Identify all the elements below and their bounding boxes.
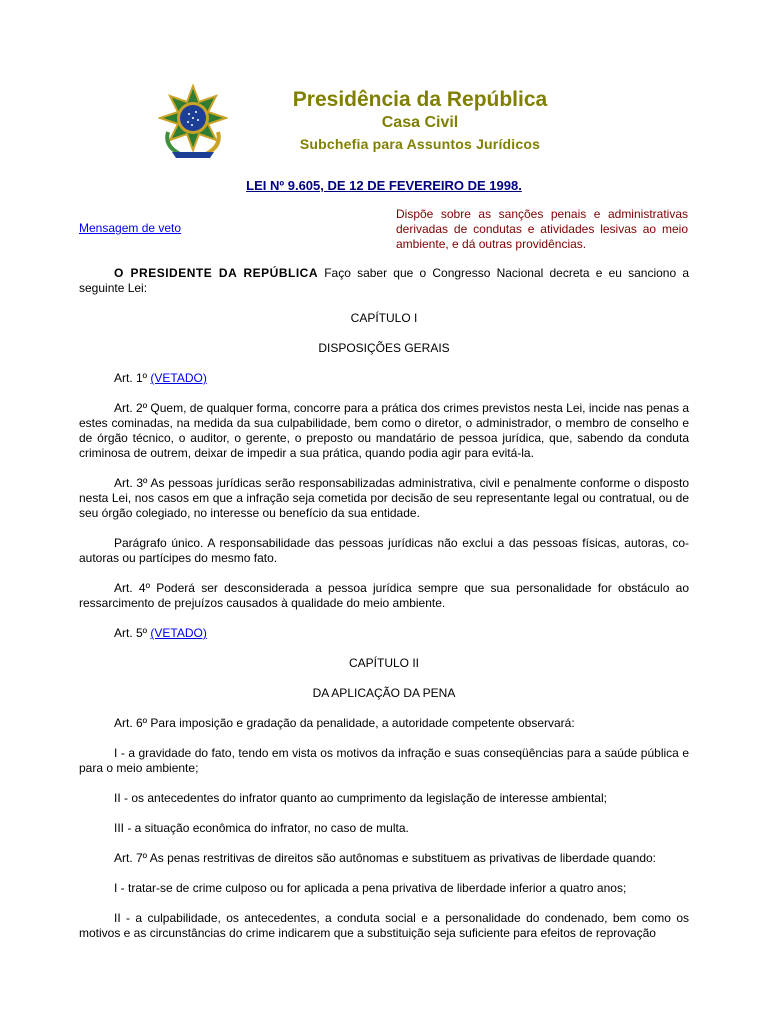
preamble bbox=[79, 266, 689, 296]
article-5-label: Art. 5º bbox=[114, 626, 151, 640]
article-6-item-i: I - a gravidade do fato, tendo em vista os motivos da infração e suas conseqüências para a saúde pública e para o meio ambiente; bbox=[79, 746, 689, 775]
preamble-president: O PRESIDENTE DA REPÚBLICA bbox=[114, 266, 318, 280]
article-7-item-ii: II - a culpabilidade, os antecedentes, a conduta social e a personalidade do condenado, bem como os motivos e as circunstâncias do crime indicarem que a substituição seja suficiente para efeitos de reprovação bbox=[79, 911, 689, 940]
article-6: Art. 6º Para imposição e gradação da penalidade, a autoridade competente observará: bbox=[114, 716, 575, 730]
presidency-title: Presidência da República bbox=[292, 88, 548, 111]
article-3-paragraph: Parágrafo único. A responsabilidade das pessoas jurídicas não exclui a das pessoas físicas, autoras, co-autoras ou partícipes do mesmo fato. bbox=[79, 536, 689, 565]
article-6-item-ii: II - os antecedentes do infrator quanto ao cumprimento da legislação de interesse ambiental; bbox=[114, 791, 607, 805]
law-title-wrapper bbox=[0, 177, 768, 195]
law-body bbox=[79, 266, 689, 956]
article-7: Art. 7º As penas restritivas de direitos são autônomas e substituem as privativas de liberdade quando: bbox=[114, 851, 657, 865]
article-5 bbox=[79, 626, 689, 641]
page-header bbox=[0, 0, 768, 170]
veto-message-link[interactable]: Mensagem de veto bbox=[79, 221, 182, 235]
article-4: Art. 4º Poderá ser desconsiderada a pessoa jurídica sempre que sua personalidade for obstáculo ao ressarcimento de prejuízos causados à qualidade do meio ambiente. bbox=[79, 581, 689, 610]
chapter-1-heading: CAPÍTULO I bbox=[350, 311, 418, 325]
article-3: Art. 3º As pessoas jurídicas serão responsabilizadas administrativa, civil e penalmente conforme o disposto nesta Lei, nos casos em que a infração seja cometida por decisão de seu representante legal ou contratual, ou de seu órgão colegiado, no interesse ou benefício da sua entidade. bbox=[79, 476, 689, 520]
article-1-vetado-link[interactable]: (VETADO) bbox=[150, 371, 207, 385]
chapter-2-heading: CAPÍTULO II bbox=[348, 656, 419, 670]
article-2: Art. 2º Quem, de qualquer forma, concorre para a prática dos crimes previstos nesta Lei, incide nas penas a estes cominadas, na medida da sua culpabilidade, bem como o diretor, o administrador, o membro de conselho e de órgão técnico, o auditor, o gerente, o preposto ou mandatário de pessoa jurídica, que, sabendo da conduta criminosa de outrem, deixar de impedir a sua prática, quando podia agir para evitá-la. bbox=[79, 401, 689, 460]
article-5-vetado-link[interactable]: (VETADO) bbox=[150, 626, 207, 640]
chapter-2-title: DA APLICAÇÃO DA PENA bbox=[312, 686, 456, 700]
chapter-1-title: DISPOSIÇÕES GERAIS bbox=[318, 341, 450, 355]
subchefia-subtitle: Subchefia para Assuntos Jurídicos bbox=[299, 136, 541, 152]
article-1-label: Art. 1º bbox=[114, 371, 151, 385]
law-summary: Dispõe sobre as sanções penais e administrativas derivadas de condutas e atividades lesivas ao meio ambiente, e dá outras providências. bbox=[396, 207, 688, 251]
article-1 bbox=[79, 371, 689, 386]
article-7-item-i: I - tratar-se de crime culposo ou for aplicada a pena privativa de liberdade inferior a quatro anos; bbox=[114, 881, 627, 895]
casa-civil-subtitle: Casa Civil bbox=[381, 114, 459, 131]
coat-of-arms-icon bbox=[158, 84, 228, 160]
law-title-link[interactable]: LEI Nº 9.605, DE 12 DE FEVEREIRO DE 1998. bbox=[246, 178, 522, 193]
preamble-text: Faço saber que o Congresso Nacional decreta e eu sanciono a seguinte Lei: bbox=[79, 266, 690, 295]
article-6-item-iii: III - a situação econômica do infrator, no caso de multa. bbox=[114, 821, 409, 835]
